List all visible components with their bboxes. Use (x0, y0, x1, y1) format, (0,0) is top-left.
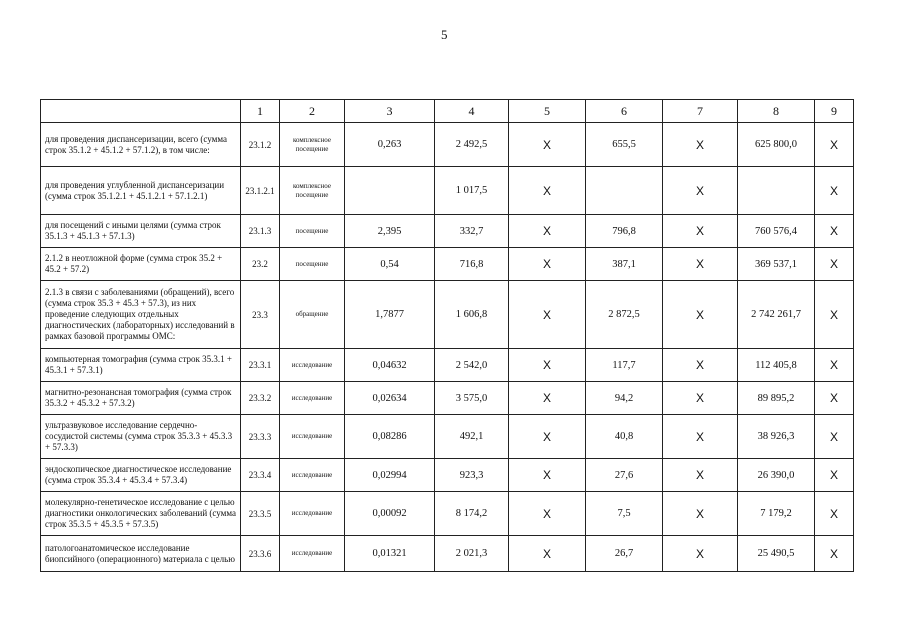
cell-col9: X (815, 123, 854, 167)
row-code-cell: 23.2 (241, 248, 280, 281)
cell-col4: 2 542,0 (435, 349, 509, 382)
cell-col5: X (509, 248, 586, 281)
cell-col8: 625 800,0 (738, 123, 815, 167)
row-unit-cell: исследование (280, 536, 345, 572)
cell-col3: 0,02994 (345, 459, 435, 492)
cell-col3 (345, 167, 435, 215)
cell-col9: X (815, 167, 854, 215)
row-name-cell: молекулярно-генетическое исследование с целью диагностики онкологических заболеваний (сумма строк 35.3.5 + 45.3.5 + 57.3.5) (41, 492, 241, 536)
row-unit-cell: комплексное посещение (280, 167, 345, 215)
row-unit-cell: исследование (280, 382, 345, 415)
cell-col4: 716,8 (435, 248, 509, 281)
cell-col4: 8 174,2 (435, 492, 509, 536)
column-header: 6 (586, 100, 663, 123)
table-row (41, 281, 854, 349)
cell-col3: 0,02634 (345, 382, 435, 415)
cell-col6: 796,8 (586, 215, 663, 248)
cell-col9: X (815, 215, 854, 248)
cell-col7: X (663, 492, 738, 536)
cell-col4: 1 606,8 (435, 281, 509, 349)
table-body (41, 123, 854, 572)
cell-col6: 117,7 (586, 349, 663, 382)
table-row (41, 492, 854, 536)
cell-col9: X (815, 492, 854, 536)
column-header: 4 (435, 100, 509, 123)
cell-col7: X (663, 248, 738, 281)
column-header: 1 (241, 100, 280, 123)
page-number: 5 (441, 27, 448, 42)
row-code-cell: 23.3.4 (241, 459, 280, 492)
cell-col3: 2,395 (345, 215, 435, 248)
row-name-cell: 2.1.3 в связи с заболеваниями (обращений), всего (сумма строк 35.3 + 45.3 + 57.3), из них проведение следующих отдельных диагностических (лабораторных) исследований в рамках базовой программы ОМС: (41, 281, 241, 349)
row-unit-cell: посещение (280, 248, 345, 281)
cell-col3: 0,263 (345, 123, 435, 167)
column-header: 2 (280, 100, 345, 123)
cell-col8: 26 390,0 (738, 459, 815, 492)
cell-col7: X (663, 382, 738, 415)
row-name-cell: 2.1.2 в неотложной форме (сумма строк 35.2 + 45.2 + 57.2) (41, 248, 241, 281)
cell-col7: X (663, 167, 738, 215)
row-code-cell: 23.1.2 (241, 123, 280, 167)
cell-col8: 25 490,5 (738, 536, 815, 572)
cell-col6 (586, 167, 663, 215)
cell-col7: X (663, 415, 738, 459)
table-row (41, 167, 854, 215)
row-unit-cell: комплексное посещение (280, 123, 345, 167)
cell-col8: 112 405,8 (738, 349, 815, 382)
cell-col4: 332,7 (435, 215, 509, 248)
cell-col8: 2 742 261,7 (738, 281, 815, 349)
cell-col9: X (815, 349, 854, 382)
row-code-cell: 23.3.2 (241, 382, 280, 415)
cell-col4: 3 575,0 (435, 382, 509, 415)
cell-col6: 387,1 (586, 248, 663, 281)
cell-col3: 0,00092 (345, 492, 435, 536)
table-row (41, 415, 854, 459)
row-code-cell: 23.3.1 (241, 349, 280, 382)
cell-col4: 2 021,3 (435, 536, 509, 572)
cell-col8: 7 179,2 (738, 492, 815, 536)
row-code-cell: 23.3.3 (241, 415, 280, 459)
cell-col4: 2 492,5 (435, 123, 509, 167)
cell-col9: X (815, 248, 854, 281)
cell-col8: 38 926,3 (738, 415, 815, 459)
table-header-row (41, 100, 854, 123)
cell-col7: X (663, 536, 738, 572)
cell-col9: X (815, 281, 854, 349)
cell-col6: 40,8 (586, 415, 663, 459)
row-unit-cell: обращение (280, 281, 345, 349)
row-name-cell: магнитно-резонансная томография (сумма строк 35.3.2 + 45.3.2 + 57.3.2) (41, 382, 241, 415)
row-name-cell: ультразвуковое исследование сердечно-сосудистой системы (сумма строк 35.3.3 + 45.3.3 + 57.3.3) (41, 415, 241, 459)
table-row (41, 123, 854, 167)
cell-col6: 27,6 (586, 459, 663, 492)
cell-col9: X (815, 536, 854, 572)
cell-col3: 0,01321 (345, 536, 435, 572)
cell-col3: 1,7877 (345, 281, 435, 349)
cell-col5: X (509, 215, 586, 248)
row-unit-cell: посещение (280, 215, 345, 248)
row-code-cell: 23.3.5 (241, 492, 280, 536)
row-name-cell: компьютерная томография (сумма строк 35.3.1 + 45.3.1 + 57.3.1) (41, 349, 241, 382)
cell-col7: X (663, 459, 738, 492)
cell-col6: 2 872,5 (586, 281, 663, 349)
column-header: 9 (815, 100, 854, 123)
cell-col6: 26,7 (586, 536, 663, 572)
cell-col9: X (815, 415, 854, 459)
cell-col4: 1 017,5 (435, 167, 509, 215)
column-header: 3 (345, 100, 435, 123)
row-unit-cell: исследование (280, 415, 345, 459)
cell-col5: X (509, 415, 586, 459)
cell-col5: X (509, 382, 586, 415)
row-code-cell: 23.1.3 (241, 215, 280, 248)
cell-col5: X (509, 167, 586, 215)
cell-col3: 0,08286 (345, 415, 435, 459)
row-code-cell: 23.1.2.1 (241, 167, 280, 215)
table-row (41, 536, 854, 572)
row-unit-cell: исследование (280, 349, 345, 382)
row-name-cell: патологоанатомическое исследование биопсийного (операционного) материала с целью (41, 536, 241, 572)
cell-col6: 655,5 (586, 123, 663, 167)
cell-col8: 369 537,1 (738, 248, 815, 281)
cell-col7: X (663, 123, 738, 167)
table-row (41, 382, 854, 415)
row-code-cell: 23.3.6 (241, 536, 280, 572)
cell-col7: X (663, 215, 738, 248)
cell-col5: X (509, 536, 586, 572)
table-row (41, 248, 854, 281)
cell-col7: X (663, 281, 738, 349)
cell-col8: 760 576,4 (738, 215, 815, 248)
row-name-cell: эндоскопическое диагностическое исследование (сумма строк 35.3.4 + 45.3.4 + 57.3.4) (41, 459, 241, 492)
table-row (41, 215, 854, 248)
cell-col5: X (509, 349, 586, 382)
cell-col6: 94,2 (586, 382, 663, 415)
column-header: 8 (738, 100, 815, 123)
cell-col8: 89 895,2 (738, 382, 815, 415)
cell-col6: 7,5 (586, 492, 663, 536)
cell-col8 (738, 167, 815, 215)
cell-col4: 492,1 (435, 415, 509, 459)
cell-col7: X (663, 349, 738, 382)
table-row (41, 459, 854, 492)
cell-col9: X (815, 382, 854, 415)
cell-col4: 923,3 (435, 459, 509, 492)
row-name-cell: для проведения диспансеризации, всего (сумма строк 35.1.2 + 45.1.2 + 57.1.2), в том числе: (41, 123, 241, 167)
cell-col5: X (509, 459, 586, 492)
row-code-cell: 23.3 (241, 281, 280, 349)
column-header: 7 (663, 100, 738, 123)
column-header: 5 (509, 100, 586, 123)
row-name-cell: для посещений с иными целями (сумма строк 35.1.3 + 45.1.3 + 57.1.3) (41, 215, 241, 248)
cell-col5: X (509, 123, 586, 167)
data-table (40, 99, 854, 572)
table-row (41, 349, 854, 382)
cell-col5: X (509, 281, 586, 349)
cell-col9: X (815, 459, 854, 492)
row-unit-cell: исследование (280, 492, 345, 536)
column-header (41, 100, 241, 123)
cell-col3: 0,54 (345, 248, 435, 281)
cell-col5: X (509, 492, 586, 536)
cell-col3: 0,04632 (345, 349, 435, 382)
row-name-cell: для проведения углубленной диспансеризации (сумма строк 35.1.2.1 + 45.1.2.1 + 57.1.2.1) (41, 167, 241, 215)
row-unit-cell: исследование (280, 459, 345, 492)
